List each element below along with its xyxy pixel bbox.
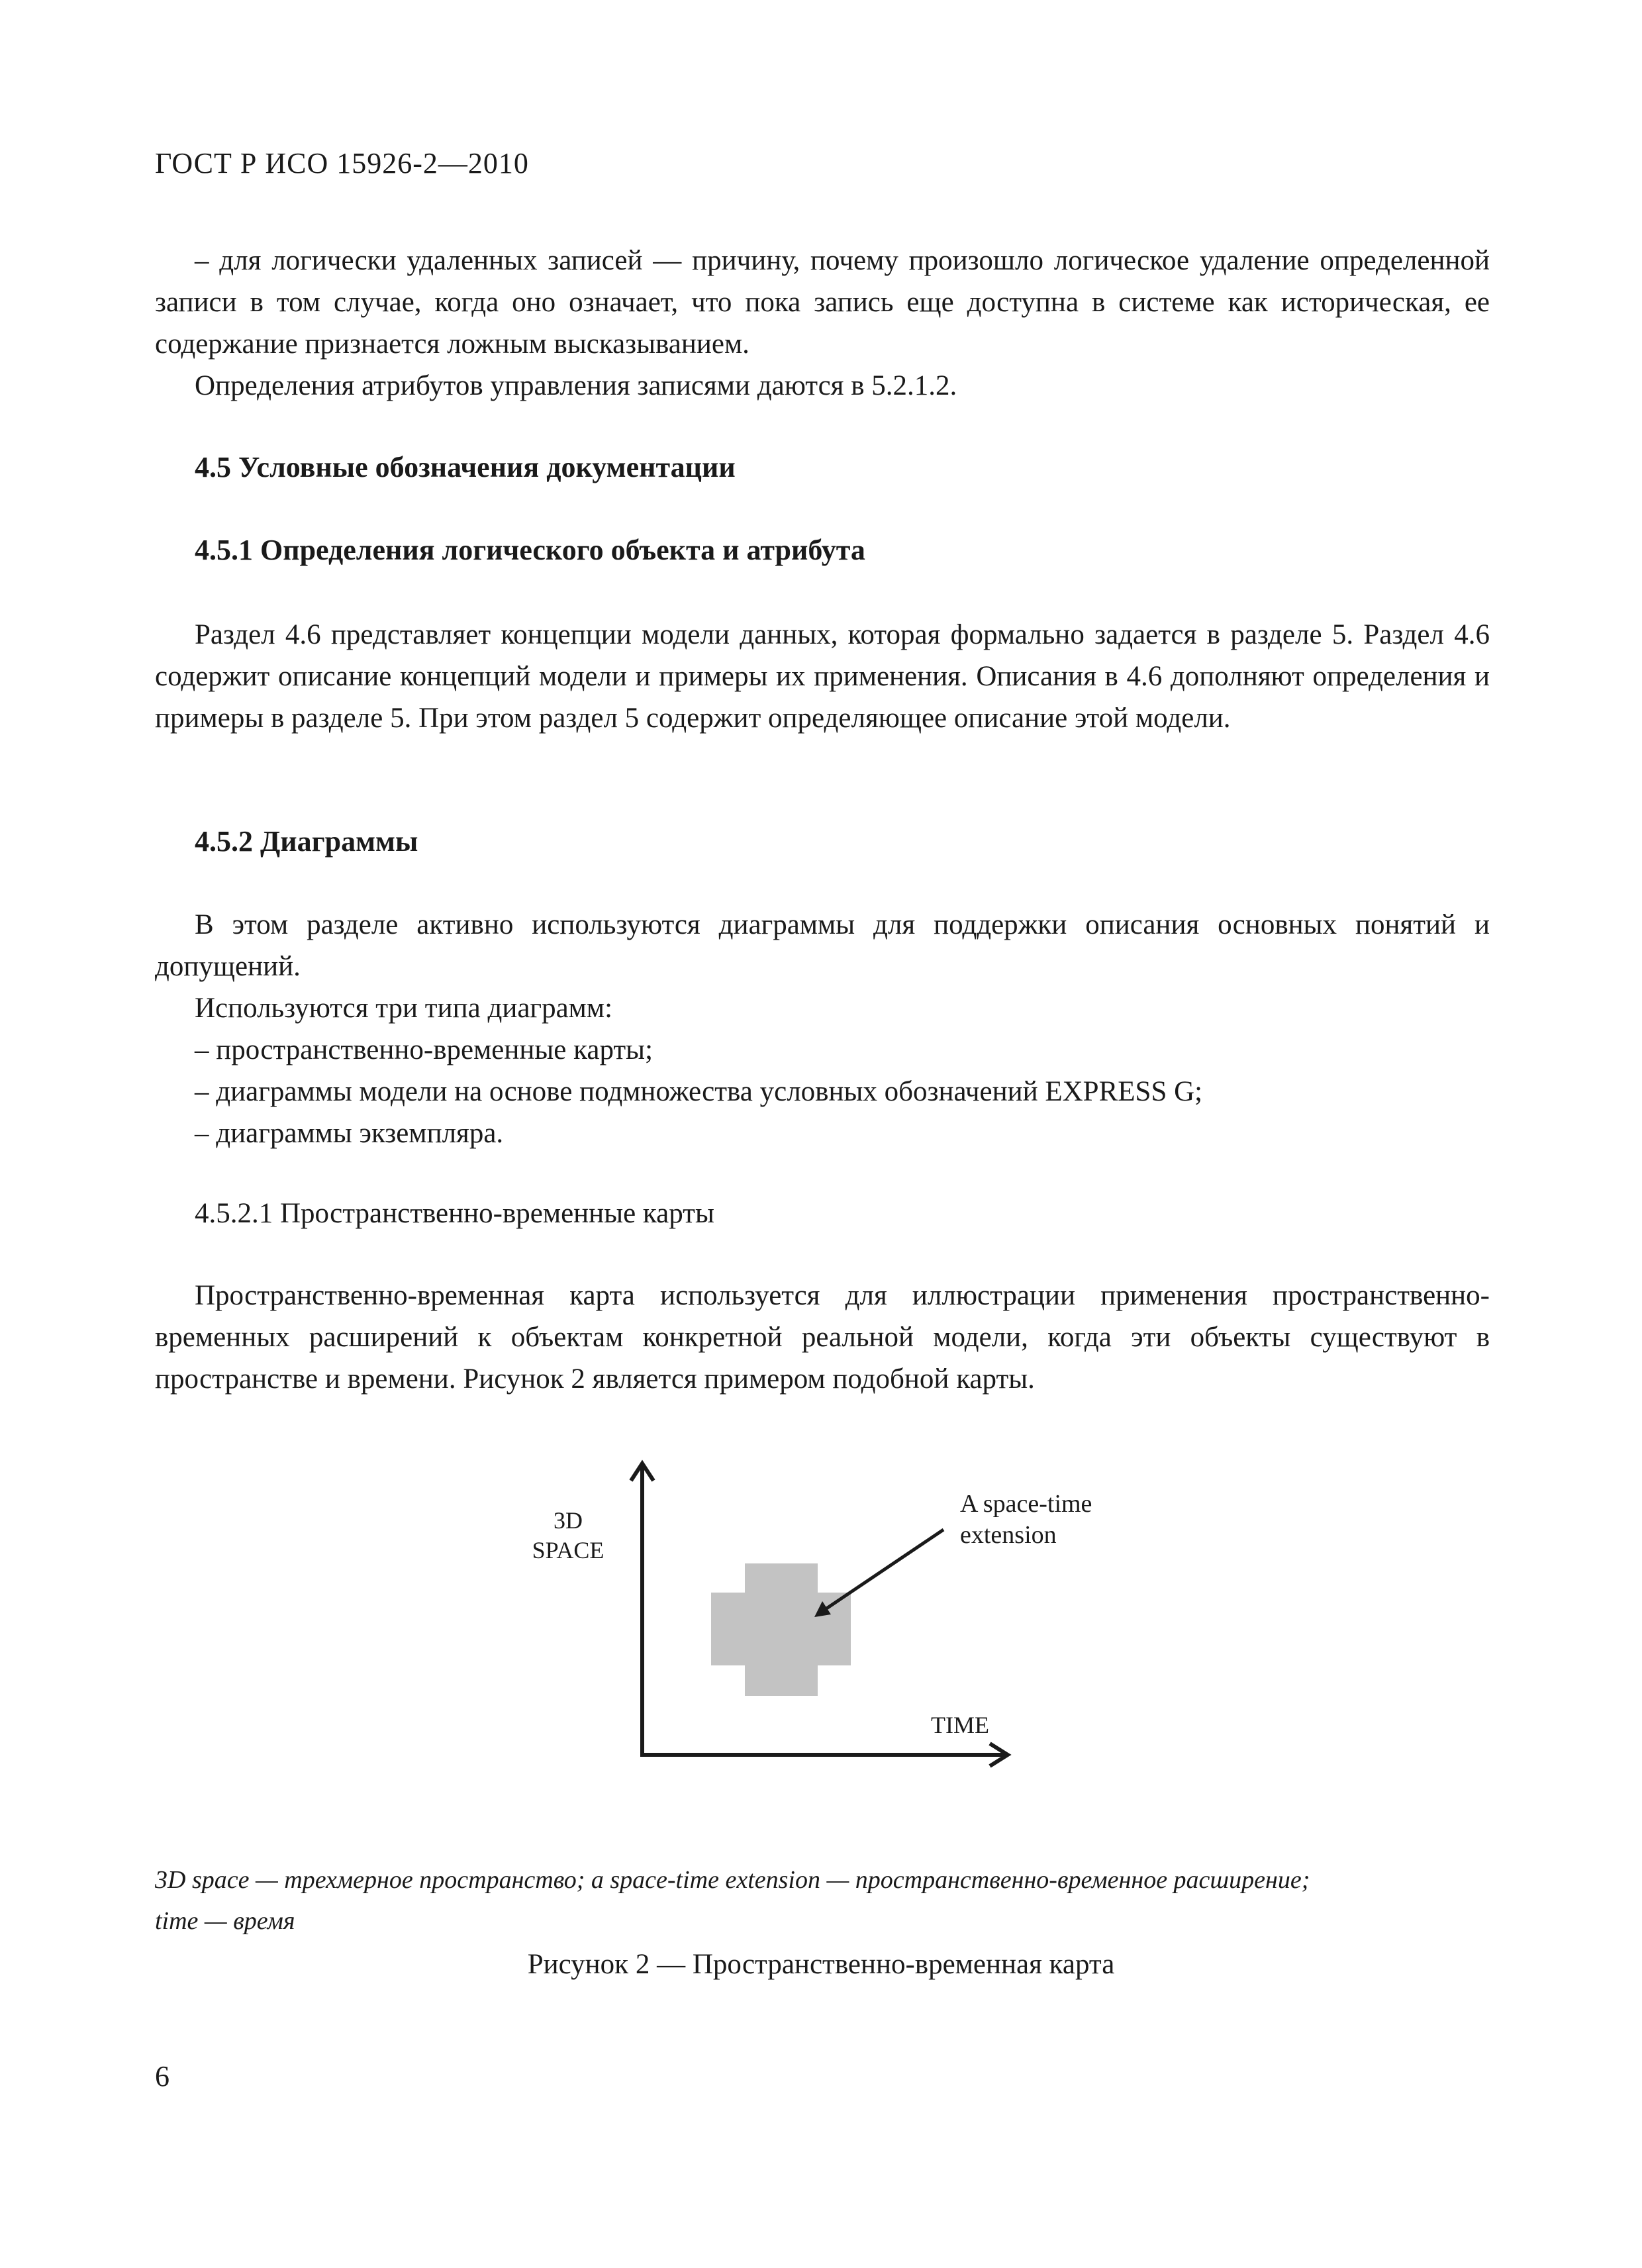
paragraph-logical-deletion: – для логически удаленных записей — причину, почему произошло логическое удаление определенной записи в том случае, когда оно означает, что пока запись еще доступна в системе как историческая, ее содержание признается ложным высказыванием. <box>155 245 1490 360</box>
space-time-map-figure <box>503 1450 1092 1775</box>
figure-caption: Рисунок 2 — Пространственно-временная карта <box>527 1949 1115 1980</box>
page-number: 6 <box>155 2060 169 2093</box>
page-header: ГОСТ Р ИСО 15926-2—2010 <box>155 147 529 179</box>
annotation-label-line1: A space-time <box>960 1490 1092 1518</box>
paragraph-section-4-6: Раздел 4.6 представляет концепции модели данных, которая формально задается в разделе 5. Раздел 4.6 содержит описание концепций модели и примеры их применения. Описания в 4.6 дополняют определения и примеры в разделе 5. При этом раздел 5 содержит определяющее описание этой модели. <box>155 619 1490 734</box>
section-heading-4-5-1: 4.5.1 Определения логического объекта и атрибута <box>195 534 865 566</box>
annotation-arrow-line <box>818 1530 943 1614</box>
space-time-extension-shape <box>711 1563 851 1696</box>
list-item: – диаграммы экземпляра. <box>195 1118 504 1149</box>
x-axis-label: TIME <box>931 1712 989 1738</box>
paragraph-diagram-types: Используются три типа диаграмм: <box>195 993 613 1024</box>
annotation-label-line2: extension <box>960 1521 1057 1549</box>
list-item: – диаграммы модели на основе подмножества условных обозначений EXPRESS G; <box>195 1076 1203 1107</box>
paragraph-record-attributes: Определения атрибутов управления записями даются в 5.2.1.2. <box>195 370 957 401</box>
paragraph-space-time-map: Пространственно-временная карта используется для иллюстрации применения пространственно-временных расширений к объектам конкретной реальной модели, когда эти объекты существуют в пространстве и времени. Рисунок 2 является примером подобной карты. <box>155 1280 1490 1395</box>
figure-legend-line1: 3D space — трехмерное пространство; a space-time extension — пространственно-временное расширение; <box>155 1866 1310 1894</box>
section-heading-4-5-2: 4.5.2 Диаграммы <box>195 825 418 858</box>
section-heading-4-5: 4.5 Условные обозначения документации <box>195 451 736 483</box>
figure-legend-line2: time — время <box>155 1907 295 1935</box>
y-axis-label-line2: SPACE <box>532 1537 604 1563</box>
section-heading-4-5-2-1: 4.5.2.1 Пространственно-временные карты <box>195 1198 714 1229</box>
figure-legend <box>155 1859 1490 1942</box>
paragraph-diagrams-intro: В этом разделе активно используются диаграммы для поддержки описания основных понятий и допущений. <box>155 909 1490 982</box>
y-axis-label-line1: 3D <box>554 1507 583 1534</box>
list-item: – пространственно-временные карты; <box>195 1034 653 1065</box>
